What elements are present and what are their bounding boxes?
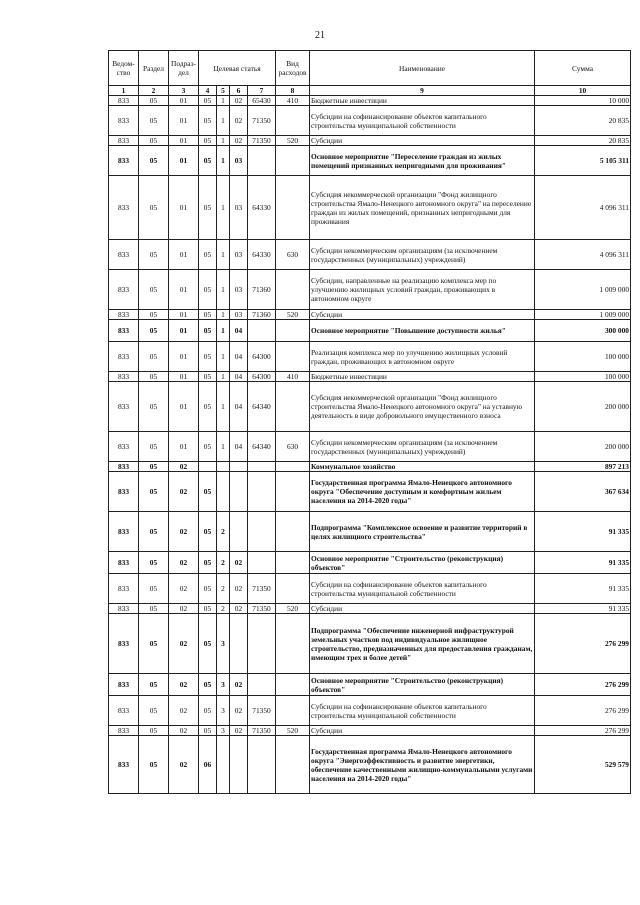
- razdel-cell: 05: [139, 146, 169, 176]
- name-cell: Субсидии: [310, 310, 535, 320]
- target-part-cell: 03: [230, 270, 248, 310]
- sum-cell: 4 096 311: [535, 240, 631, 270]
- target-part-cell: 05: [199, 270, 217, 310]
- podrazdel-cell: 01: [169, 382, 199, 432]
- target-part-cell: [230, 614, 248, 674]
- podrazdel-cell: 01: [169, 310, 199, 320]
- target-part-cell: 02: [230, 604, 248, 614]
- vid-cell: 410: [276, 372, 310, 382]
- target-part-cell: 71350: [248, 696, 276, 726]
- target-part-cell: 1: [217, 270, 230, 310]
- podrazdel-cell: 01: [169, 146, 199, 176]
- dept-cell: 833: [109, 696, 139, 726]
- table-row: [109, 552, 631, 574]
- header-podrazdel: Подраз-дел: [169, 51, 199, 86]
- dept-cell: 833: [109, 270, 139, 310]
- target-part-cell: 03: [230, 310, 248, 320]
- sum-cell: 200 000: [535, 382, 631, 432]
- sum-cell: 100 000: [535, 372, 631, 382]
- table-row: [109, 136, 631, 146]
- podrazdel-cell: 01: [169, 176, 199, 240]
- index-cell: 6: [230, 86, 248, 96]
- header-razdel: Раздел: [139, 51, 169, 86]
- vid-cell: [276, 674, 310, 696]
- target-part-cell: 05: [199, 342, 217, 372]
- table-row: [109, 96, 631, 106]
- podrazdel-cell: 02: [169, 512, 199, 552]
- name-cell: Субсидии некоммерческим организациям (за исключением государственных (муниципальных) учреждений): [310, 240, 535, 270]
- target-part-cell: 05: [199, 382, 217, 432]
- vid-cell: [276, 614, 310, 674]
- vid-cell: [276, 736, 310, 794]
- razdel-cell: 05: [139, 462, 169, 472]
- target-part-cell: 3: [217, 674, 230, 696]
- dept-cell: 833: [109, 372, 139, 382]
- target-part-cell: 65430: [248, 96, 276, 106]
- target-part-cell: 05: [199, 674, 217, 696]
- target-part-cell: 02: [230, 96, 248, 106]
- target-part-cell: 03: [230, 240, 248, 270]
- target-part-cell: 05: [199, 696, 217, 726]
- dept-cell: 833: [109, 726, 139, 736]
- index-cell: 2: [139, 86, 169, 96]
- target-part-cell: 64300: [248, 342, 276, 372]
- table-row: [109, 320, 631, 342]
- target-part-cell: 05: [199, 604, 217, 614]
- name-cell: Субсидия некоммерческой организации "Фонд жилищного строительства Ямало-Ненецкого автономного округа" на уставную деятельность в виде добровольного имущественного взноса: [310, 382, 535, 432]
- target-part-cell: [248, 614, 276, 674]
- target-part-cell: 04: [230, 320, 248, 342]
- target-part-cell: 1: [217, 96, 230, 106]
- dept-cell: 833: [109, 462, 139, 472]
- target-part-cell: 1: [217, 240, 230, 270]
- target-part-cell: 05: [199, 432, 217, 462]
- vid-cell: [276, 146, 310, 176]
- sum-cell: 91 335: [535, 604, 631, 614]
- table-row: [109, 574, 631, 604]
- dept-cell: 833: [109, 674, 139, 696]
- name-cell: Государственная программа Ямало-Ненецкого автономного округа "Энергоэффективность и развитие энергетики, обеспечение качественными жилищно-коммунальными услугами населения на 2014-2020 годы": [310, 736, 535, 794]
- target-part-cell: 1: [217, 310, 230, 320]
- index-cell: 1: [109, 86, 139, 96]
- razdel-cell: 05: [139, 270, 169, 310]
- table-body: [109, 96, 631, 794]
- vid-cell: [276, 176, 310, 240]
- target-part-cell: 64340: [248, 382, 276, 432]
- sum-cell: 5 105 311: [535, 146, 631, 176]
- sum-cell: 4 096 311: [535, 176, 631, 240]
- razdel-cell: 05: [139, 604, 169, 614]
- vid-cell: [276, 270, 310, 310]
- sum-cell: 91 335: [535, 512, 631, 552]
- target-part-cell: 04: [230, 342, 248, 372]
- razdel-cell: 05: [139, 240, 169, 270]
- table-row: [109, 146, 631, 176]
- target-part-cell: [248, 320, 276, 342]
- sum-cell: 1 009 000: [535, 270, 631, 310]
- target-part-cell: 71360: [248, 310, 276, 320]
- vid-cell: 630: [276, 240, 310, 270]
- target-part-cell: 05: [199, 472, 217, 512]
- razdel-cell: 05: [139, 320, 169, 342]
- target-part-cell: 1: [217, 372, 230, 382]
- index-cell: 7: [248, 86, 276, 96]
- vid-cell: [276, 106, 310, 136]
- header-sum: Сумма: [535, 51, 631, 86]
- name-cell: Основное мероприятие "Строительство (реконструкция) объектов": [310, 674, 535, 696]
- sum-cell: 367 634: [535, 472, 631, 512]
- name-cell: Государственная программа Ямало-Ненецкого автономного округа "Обеспечение доступным и комфортным жильем населения на 2014-2020 годы": [310, 472, 535, 512]
- podrazdel-cell: 02: [169, 462, 199, 472]
- dept-cell: 833: [109, 96, 139, 106]
- dept-cell: 833: [109, 552, 139, 574]
- budget-table: [108, 50, 631, 794]
- podrazdel-cell: 01: [169, 342, 199, 372]
- dept-cell: 833: [109, 512, 139, 552]
- table-row: [109, 696, 631, 726]
- dept-cell: 833: [109, 176, 139, 240]
- table-row: [109, 270, 631, 310]
- table-row: [109, 726, 631, 736]
- sum-cell: 276 299: [535, 674, 631, 696]
- target-part-cell: 05: [199, 176, 217, 240]
- target-part-cell: 05: [199, 310, 217, 320]
- dept-cell: 833: [109, 574, 139, 604]
- podrazdel-cell: 01: [169, 240, 199, 270]
- vid-cell: [276, 472, 310, 512]
- name-cell: Основное мероприятие "Повышение доступности жилья": [310, 320, 535, 342]
- sum-cell: 300 000: [535, 320, 631, 342]
- table-row: [109, 372, 631, 382]
- sum-cell: 20 835: [535, 106, 631, 136]
- vid-cell: 520: [276, 604, 310, 614]
- dept-cell: 833: [109, 342, 139, 372]
- target-part-cell: 05: [199, 106, 217, 136]
- dept-cell: 833: [109, 310, 139, 320]
- table-row: [109, 432, 631, 462]
- vid-cell: [276, 382, 310, 432]
- header-target: Целевая статья: [199, 51, 276, 86]
- target-part-cell: 1: [217, 136, 230, 146]
- name-cell: Субсидии: [310, 726, 535, 736]
- target-part-cell: 02: [230, 136, 248, 146]
- table-row: [109, 462, 631, 472]
- name-cell: Субсидии, направленные на реализацию комплекса мер по улучшению жилищных условий граждан, проживающих в автономном округе: [310, 270, 535, 310]
- target-part-cell: 2: [217, 512, 230, 552]
- table-row: [109, 472, 631, 512]
- target-part-cell: 05: [199, 136, 217, 146]
- target-part-cell: 05: [199, 320, 217, 342]
- target-part-cell: 71350: [248, 106, 276, 136]
- target-part-cell: [248, 512, 276, 552]
- target-part-cell: 05: [199, 240, 217, 270]
- vid-cell: [276, 342, 310, 372]
- target-part-cell: 02: [230, 574, 248, 604]
- razdel-cell: 05: [139, 310, 169, 320]
- sum-cell: 100 000: [535, 342, 631, 372]
- target-part-cell: [230, 512, 248, 552]
- vid-cell: [276, 462, 310, 472]
- target-part-cell: [199, 462, 217, 472]
- sum-cell: 897 213: [535, 462, 631, 472]
- index-cell: 10: [535, 86, 631, 96]
- target-part-cell: 03: [230, 176, 248, 240]
- sum-cell: 529 579: [535, 736, 631, 794]
- name-cell: Бюджетные инвестиции: [310, 96, 535, 106]
- target-part-cell: 64300: [248, 372, 276, 382]
- target-part-cell: 05: [199, 726, 217, 736]
- table-row: [109, 674, 631, 696]
- target-part-cell: 2: [217, 574, 230, 604]
- target-part-cell: 3: [217, 696, 230, 726]
- sum-cell: 276 299: [535, 726, 631, 736]
- index-cell: 9: [310, 86, 535, 96]
- name-cell: Бюджетные инвестиции: [310, 372, 535, 382]
- table-row: [109, 614, 631, 674]
- target-part-cell: [248, 736, 276, 794]
- razdel-cell: 05: [139, 472, 169, 512]
- target-part-cell: 03: [230, 146, 248, 176]
- vid-cell: [276, 574, 310, 604]
- name-cell: Основное мероприятие "Строительство (реконструкция) объектов": [310, 552, 535, 574]
- dept-cell: 833: [109, 320, 139, 342]
- target-part-cell: 05: [199, 552, 217, 574]
- target-part-cell: 02: [230, 552, 248, 574]
- podrazdel-cell: 01: [169, 372, 199, 382]
- razdel-cell: 05: [139, 96, 169, 106]
- sum-cell: 91 335: [535, 552, 631, 574]
- table-row: [109, 512, 631, 552]
- target-part-cell: 06: [199, 736, 217, 794]
- dept-cell: 833: [109, 106, 139, 136]
- target-part-cell: 1: [217, 382, 230, 432]
- target-part-cell: [248, 674, 276, 696]
- razdel-cell: 05: [139, 574, 169, 604]
- razdel-cell: 05: [139, 736, 169, 794]
- vid-cell: 630: [276, 432, 310, 462]
- razdel-cell: 05: [139, 106, 169, 136]
- vid-cell: [276, 552, 310, 574]
- target-part-cell: 05: [199, 614, 217, 674]
- dept-cell: 833: [109, 604, 139, 614]
- podrazdel-cell: 02: [169, 552, 199, 574]
- podrazdel-cell: 01: [169, 432, 199, 462]
- sum-cell: 10 000: [535, 96, 631, 106]
- sum-cell: 1 009 000: [535, 310, 631, 320]
- target-part-cell: [217, 472, 230, 512]
- name-cell: Субсидия некоммерческой организации "Фонд жилищного строительства Ямало-Ненецкого автономного округа" на переселение граждан из жилых помещений, признанных непригодными для проживания: [310, 176, 535, 240]
- table-row: [109, 604, 631, 614]
- name-cell: Субсидии некоммерческим организациям (за исключением государственных (муниципальных) учреждений): [310, 432, 535, 462]
- podrazdel-cell: 01: [169, 96, 199, 106]
- target-part-cell: 05: [199, 574, 217, 604]
- razdel-cell: 05: [139, 674, 169, 696]
- target-part-cell: 05: [199, 96, 217, 106]
- table-row: [109, 240, 631, 270]
- target-part-cell: [217, 736, 230, 794]
- name-cell: Подпрограмма "Обеспечение инженерной инфраструктурой земельных участков под индивидуальное жилищное строительство, предназначенных для предоставления гражданам, имеющим трех и более детей": [310, 614, 535, 674]
- name-cell: Подпрограмма "Комплексное освоение и развитие территорий в целях жилищного строительства": [310, 512, 535, 552]
- table-row: [109, 106, 631, 136]
- podrazdel-cell: 02: [169, 726, 199, 736]
- sum-cell: 20 835: [535, 136, 631, 146]
- target-part-cell: 3: [217, 614, 230, 674]
- podrazdel-cell: 01: [169, 270, 199, 310]
- razdel-cell: 05: [139, 696, 169, 726]
- podrazdel-cell: 02: [169, 614, 199, 674]
- name-cell: Реализация комплекса мер по улучшению жилищных условий граждан, проживающих в автономном округе: [310, 342, 535, 372]
- header-vid: Вид расходов: [276, 51, 310, 86]
- dept-cell: 833: [109, 240, 139, 270]
- dept-cell: 833: [109, 736, 139, 794]
- target-part-cell: [230, 462, 248, 472]
- target-part-cell: 05: [199, 372, 217, 382]
- target-part-cell: 64330: [248, 240, 276, 270]
- target-part-cell: 64330: [248, 176, 276, 240]
- name-cell: Субсидии на софинансирование объектов капитального строительства муниципальной собственности: [310, 574, 535, 604]
- vid-cell: 520: [276, 136, 310, 146]
- target-part-cell: [230, 736, 248, 794]
- target-part-cell: 02: [230, 106, 248, 136]
- razdel-cell: 05: [139, 342, 169, 372]
- vid-cell: [276, 696, 310, 726]
- vid-cell: 520: [276, 310, 310, 320]
- index-row: [109, 86, 631, 96]
- dept-cell: 833: [109, 136, 139, 146]
- target-part-cell: 1: [217, 342, 230, 372]
- target-part-cell: 1: [217, 176, 230, 240]
- dept-cell: 833: [109, 382, 139, 432]
- target-part-cell: 1: [217, 320, 230, 342]
- target-part-cell: [217, 462, 230, 472]
- table-row: [109, 310, 631, 320]
- podrazdel-cell: 01: [169, 136, 199, 146]
- podrazdel-cell: 01: [169, 320, 199, 342]
- vid-cell: [276, 512, 310, 552]
- razdel-cell: 05: [139, 614, 169, 674]
- index-cell: 4: [199, 86, 217, 96]
- index-cell: 5: [217, 86, 230, 96]
- target-part-cell: 1: [217, 146, 230, 176]
- target-part-cell: 02: [230, 696, 248, 726]
- razdel-cell: 05: [139, 372, 169, 382]
- razdel-cell: 05: [139, 136, 169, 146]
- target-part-cell: [248, 462, 276, 472]
- table-row: [109, 176, 631, 240]
- target-part-cell: 05: [199, 512, 217, 552]
- target-part-cell: 71350: [248, 136, 276, 146]
- name-cell: Субсидии на софинансирование объектов капитального строительства муниципальной собственности: [310, 696, 535, 726]
- target-part-cell: 05: [199, 146, 217, 176]
- razdel-cell: 05: [139, 552, 169, 574]
- target-part-cell: 02: [230, 726, 248, 736]
- name-cell: Субсидии на софинансирование объектов капитального строительства муниципальной собственности: [310, 106, 535, 136]
- dept-cell: 833: [109, 472, 139, 512]
- target-part-cell: 71350: [248, 574, 276, 604]
- target-part-cell: 2: [217, 552, 230, 574]
- target-part-cell: [230, 472, 248, 512]
- name-cell: Основное мероприятие "Переселение граждан из жилых помещений признанных непригодными для проживания": [310, 146, 535, 176]
- target-part-cell: 02: [230, 674, 248, 696]
- sum-cell: 91 335: [535, 574, 631, 604]
- target-part-cell: [248, 146, 276, 176]
- target-part-cell: 71350: [248, 726, 276, 736]
- header-row: [109, 51, 631, 86]
- table-row: [109, 736, 631, 794]
- razdel-cell: 05: [139, 382, 169, 432]
- target-part-cell: 04: [230, 432, 248, 462]
- razdel-cell: 05: [139, 432, 169, 462]
- dept-cell: 833: [109, 146, 139, 176]
- target-part-cell: 1: [217, 432, 230, 462]
- target-part-cell: 64340: [248, 432, 276, 462]
- sum-cell: 276 299: [535, 696, 631, 726]
- page-number: 21: [315, 30, 325, 41]
- podrazdel-cell: 02: [169, 604, 199, 614]
- vid-cell: 520: [276, 726, 310, 736]
- header-dept: Ведом-ство: [109, 51, 139, 86]
- razdel-cell: 05: [139, 512, 169, 552]
- index-cell: 3: [169, 86, 199, 96]
- podrazdel-cell: 01: [169, 106, 199, 136]
- target-part-cell: [248, 552, 276, 574]
- index-cell: 8: [276, 86, 310, 96]
- dept-cell: 833: [109, 432, 139, 462]
- podrazdel-cell: 02: [169, 736, 199, 794]
- target-part-cell: 71350: [248, 604, 276, 614]
- sum-cell: 276 299: [535, 614, 631, 674]
- table-row: [109, 342, 631, 372]
- target-part-cell: 04: [230, 382, 248, 432]
- podrazdel-cell: 02: [169, 696, 199, 726]
- target-part-cell: 71360: [248, 270, 276, 310]
- header-name: Наименование: [310, 51, 535, 86]
- dept-cell: 833: [109, 614, 139, 674]
- table-row: [109, 382, 631, 432]
- target-part-cell: 2: [217, 604, 230, 614]
- razdel-cell: 05: [139, 176, 169, 240]
- vid-cell: 410: [276, 96, 310, 106]
- podrazdel-cell: 02: [169, 574, 199, 604]
- name-cell: Субсидии: [310, 604, 535, 614]
- podrazdel-cell: 02: [169, 674, 199, 696]
- name-cell: Субсидии: [310, 136, 535, 146]
- razdel-cell: 05: [139, 726, 169, 736]
- name-cell: Коммунальное хозяйство: [310, 462, 535, 472]
- target-part-cell: 3: [217, 726, 230, 736]
- podrazdel-cell: 02: [169, 472, 199, 512]
- target-part-cell: 1: [217, 106, 230, 136]
- target-part-cell: [248, 472, 276, 512]
- sum-cell: 200 000: [535, 432, 631, 462]
- vid-cell: [276, 320, 310, 342]
- target-part-cell: 04: [230, 372, 248, 382]
